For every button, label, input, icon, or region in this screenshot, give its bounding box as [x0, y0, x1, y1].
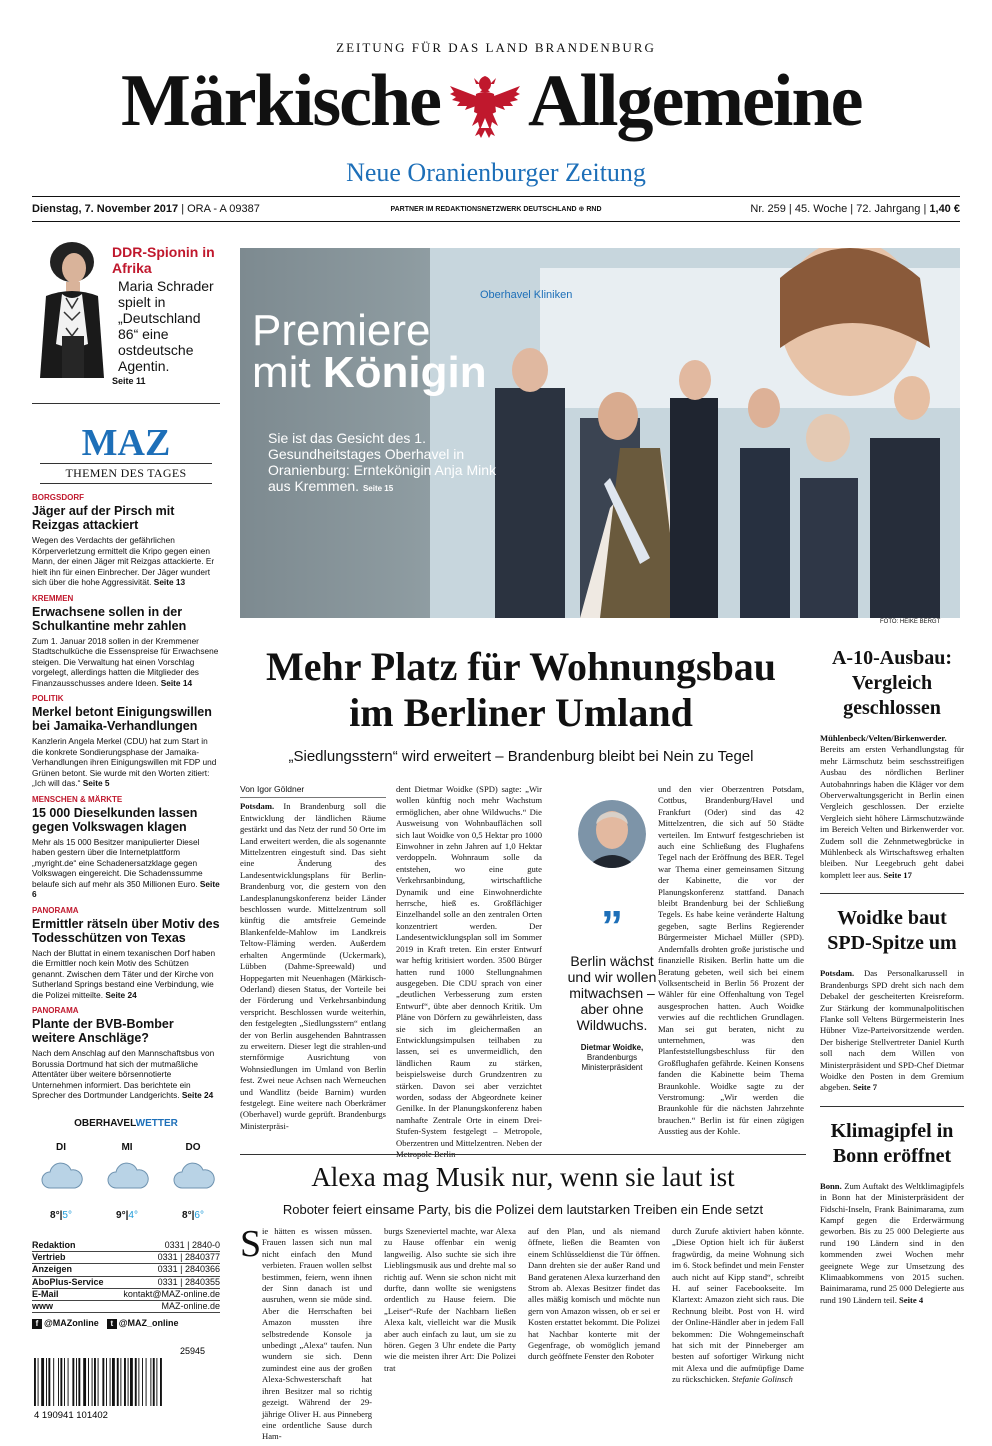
- news-text: Kanzlerin Angela Merkel (CDU) hat zum Start in die konkrete Sondierungsphase der Jamaika-Verhandlungen ihren Einigungswillen mit FDP und Grünen betont. Sie wurde mit den Worten zitiert: „Ich will das.“: [32, 736, 217, 788]
- barcode-bar: [153, 1358, 155, 1406]
- barcode-bar: [72, 1358, 74, 1406]
- side-text: Das Personalkarussell in Brandenburgs SPD dreht sich nach dem Debakel der gescheiterten Kreisreform. Zur Stärkung der kommunalpolitischen Flanke soll Veltens Bürgermeisterin Ines Hübner Vize-Parteivorsitzende werden. Der bisherige Stellvertreter Daniel Kurth soll nach dem Willen von Ministerpräsident und SPD-Chef Dietmar Woidke den Posten in dem Gremium abgeben.: [820, 968, 964, 1093]
- barcode-bar: [48, 1358, 50, 1406]
- barcode-bar: [117, 1358, 119, 1406]
- divider: [240, 1154, 806, 1155]
- contact-row: [32, 1277, 220, 1289]
- news-kicker: KREMMEN: [32, 593, 74, 603]
- article-text: durch Zurufe aktiviert haben könnte. „Diese Option hielt ich für äußerst fragwürdig, da meine Wohnung sich im 6. Stock befindet und mein Fenster auch nicht auf Kipp stand“, schreibt H. auf seiner Facebookseite. Im Klartext: Amazon zieht sich raus. Die Rechnung bleibt. Post von H. wird der Online-Händler aber in jedem Fall bekommen: Die Wohngemeinschaft hat sich mit der Pinneberger am besten auf sofortiger Wirkung nicht mit Alexa und die aufmüpfige Dame zu rückschicken.: [672, 1226, 804, 1385]
- photo-credit: FOTO: HEIKE BERGT: [880, 619, 941, 625]
- dateline-bar: [32, 196, 960, 222]
- news-page-ref: Seite 5: [82, 778, 110, 788]
- partner-note: PARTNER IM REDAKTIONSNETZWERK DEUTSCHLAND ⊕ RND: [390, 206, 602, 213]
- news-page-ref: Seite 24: [105, 989, 137, 1000]
- article-text: In Brandenburg soll die Entwicklung der ländlichen Räume gestärkt und das Netz der rund 50 Orte im Land erweitert werden, die als sogenannte Mittelzentren eingestuft sind. Das sieht eine Änderung des Landesentwicklungsplans für Berlin-Brandenburg vor, die gestern von den Landesplanungskonferenz beider Länder beschlossen wurde. Mittelzentrum soll künftig die amtsfreie Gemeinde Blankenfelde-Mahlow im Landkreis Teltow-Fläming werden. Außerdem erhalten Angermünde (Uckermark), Lübben (Dahme-Spreewald) und Hoppegarten mit Neuenhagen (Märkisch-Oderland) diesen Status, der Vorteile bei der Förderung und Verkehrsanbindung verspricht. Beschlossen wurde weiterhin, den festgelegten „Siedlungsstern“ entlang der von Berlin ausgehenden Bahntrassen zu erweitern. Dieser legt die strahlen-und sternförmige Ausrichtung von Wohnsiedlungen im Umland von Berlin fest. Zwei neue Achsen nach Werneuchen und Wandlitz (beide Barnim) wurden festgelegt. Eine weitere nach Oberkrämer (Oberhavel) wurde geprüft. Brandenburgs Ministerpräsi-: [240, 801, 386, 1131]
- weather-day: DO: [185, 1142, 201, 1153]
- weather-title-a: OBERHAVEL: [74, 1118, 136, 1129]
- side-article[interactable]: [820, 646, 964, 881]
- main-headline-line1: Mehr Platz für Wohnungsbau: [265, 644, 777, 689]
- contact-table: [32, 1240, 220, 1313]
- contact-row: [32, 1240, 220, 1252]
- quote-text: Berlin wächst und wir wollen mitwachsen – aber ohne Wildwuchs.: [567, 953, 657, 1033]
- social-links: [32, 1318, 220, 1329]
- barcode-bar: [128, 1358, 129, 1406]
- dateline-city: Mühlenbeck/Velten/Birkenwerder.: [820, 733, 947, 743]
- temp-high: 8°: [182, 1210, 192, 1221]
- barcode-bar: [135, 1358, 137, 1406]
- alexa-subline: Roboter feiert einsame Party, bis die Polizei dem lautstarken Treiben ein Ende setzt: [282, 1202, 764, 1217]
- cloud-icon: [40, 1162, 84, 1190]
- teaser-page-ref: Seite 11: [112, 376, 146, 386]
- side-article[interactable]: [820, 906, 964, 1093]
- dateline-right: [651, 203, 960, 215]
- barcode-bar: [102, 1358, 104, 1406]
- divider: [32, 403, 220, 404]
- article-author: Stefanie Golinsch: [731, 1374, 793, 1385]
- main-headline-line2: im Berliner Umland: [349, 690, 693, 735]
- hero-headline-line2: [252, 348, 487, 397]
- side-body: [820, 1181, 964, 1306]
- barcode-bar: [142, 1358, 143, 1406]
- news-headline: Plante der BVB-Bomber weitere Anschläge?: [32, 1017, 174, 1045]
- barcode-bar: [98, 1358, 99, 1406]
- contact-label: Redaktion: [32, 1240, 76, 1250]
- news-headline: 15 000 Dieselkunden lassen gegen Volkswagen klagen: [32, 805, 198, 834]
- side-page-ref: Seite 17: [883, 869, 912, 880]
- news-text: Mehr als 15 000 Besitzer manipulierter Diesel haben gestern über die Internetplattform „myright.de“ eine Schadenersatzklage gegen Volkswagen eingereicht. Die Schadenssumme belaufe sich auf mehr als 350 Millionen Euro.: [32, 836, 203, 889]
- temp-low: 6°: [194, 1210, 204, 1221]
- news-text: Nach dem Anschlag auf den Mannschaftsbus von Borussia Dortmund hat sich der mutmaßliche Attentäter über weitere börsennotierte Unternehmen informiert. Das berichtete ein Sprecher des Dortmunder Landgerichts.: [32, 1048, 215, 1100]
- news-text: Wegen des Verdachts der gefährlichen Körperverletzung ermittelt die Kripo gegen einen Mann, der einen Jäger mit Reizgas attackierte. Er hielt ihn für einen Einbrecher. Der Jäger wundert sich über die hohe Aggressivität.: [32, 535, 215, 587]
- facebook-handle: @MAZonline: [44, 1318, 99, 1328]
- main-subline: „Siedlungsstern“ wird erweitert – Brandenburg bleibt bei Nein zu Tegel: [288, 748, 754, 765]
- hero-headline: [252, 306, 487, 397]
- teaser-title: DDR-Spionin in Afrika: [112, 244, 215, 276]
- facebook-link[interactable]: [32, 1318, 99, 1329]
- barcode-bar: [34, 1358, 36, 1406]
- barcode-bar: [46, 1358, 47, 1406]
- hero-caption: [268, 430, 498, 497]
- barcode-bar: [150, 1358, 151, 1406]
- alexa-headline: Alexa mag Musik nur, wenn sie laut ist: [311, 1162, 735, 1192]
- weather-temp: 8°|6°: [182, 1210, 204, 1221]
- news-page-ref: Seite 13: [153, 577, 186, 587]
- news-body: [32, 736, 220, 789]
- contact-value[interactable]: MAZ-online.de: [161, 1301, 220, 1312]
- article-column: [658, 784, 804, 1138]
- teaser-text: Maria Schrader spielt in „Deutschland 86“ eine ostdeutsche Agentin.: [118, 278, 214, 374]
- barcode-bar: [106, 1358, 107, 1406]
- cloud-icon: [106, 1162, 150, 1190]
- contact-value: 0331 | 2840-0: [164, 1240, 220, 1250]
- weather-temp: 8°|5°: [50, 1210, 72, 1221]
- twitter-link[interactable]: [107, 1318, 179, 1329]
- issue-date: Dienstag, 7. November 2017: [32, 203, 179, 215]
- news-item[interactable]: [32, 1006, 220, 1101]
- contact-label: Vertrieb: [32, 1252, 66, 1263]
- weather-temp: 9°|4°: [116, 1210, 138, 1221]
- side-headline: Klimagipfel in Bonn eröffnet: [830, 1119, 954, 1167]
- quote-mark-icon: ”: [601, 902, 623, 951]
- twitter-handle: @MAZ_online: [118, 1318, 179, 1328]
- news-item[interactable]: [32, 594, 220, 689]
- barcode-bar: [110, 1358, 111, 1406]
- dateline-city: Potsdam.: [240, 801, 275, 812]
- article-column: [672, 1226, 804, 1386]
- news-text: Zum 1. Januar 2018 sollen in der Kremmener Stadtschulküche die Essenspreise für Erwachsene steigen. Die Verwaltung hat einen Vorschlag vorgelegt, allerdings hatten die Mitglieder des Finanzausschusses andere Ideen.: [32, 635, 219, 688]
- article-column: [396, 784, 542, 1160]
- news-page-ref: Seite 14: [160, 677, 193, 688]
- pull-quote: [558, 800, 666, 1073]
- article-text: auf den Plan, und als niemand öffnete, ließen die Beamten von einem Schlüsseldienst die Tür öffnen. Dann drehten sie der außer Rand und Band geratenen Alexa kurzerhand den Strom ab. Alexas Besitzer findet das alles mäßig komisch und möchte nun gern von Amazon wissen, ob er sei er Kosten erstattet bekommt. Die Polizei hat Nachbar konterte mit der Gegenfrage, ob womöglich jemand durch geöffnete Fenster den Roboter: [528, 1226, 660, 1362]
- side-headline: Woidke baut SPD-Spitze um: [827, 907, 957, 955]
- barcode-bar: [78, 1358, 80, 1406]
- hero-caption-text: Sie ist das Gesicht des 1. Gesundheitstages Oberhavel in Oranienburg: Erntekönigin Anja Mink aus Kremmen.: [268, 430, 497, 494]
- side-page-ref: Seite 7: [852, 1082, 878, 1093]
- news-briefs: [32, 493, 220, 1107]
- divider: |: [181, 203, 188, 215]
- weather-title-b: WETTER: [135, 1118, 178, 1129]
- barcode-bar: [60, 1358, 62, 1406]
- article-column: [240, 1223, 372, 1443]
- masthead-subtitle: Neue Oranienburger Zeitung: [346, 158, 646, 187]
- side-text: Zum Auftakt des Weltklimagipfels in Bonn hat der Ministerpräsident der Fidschi-Inseln, Frank Bainimarama, zum Kampf gegen die Erderwärmung geworben. Bis zu 25 000 Delegierte aus rund 190 Ländern sind in den kommenden zwei Wochen mehr geeignete Wege zur Umsetzung des Klimaabkommens von 2015 suchen. Bainimarama, rund 25 000 Delegierte aus rund 190 Ländern teil.: [820, 1180, 964, 1305]
- contact-value: 0331 | 2840355: [157, 1276, 220, 1287]
- news-kicker: PANORAMA: [32, 1006, 79, 1015]
- weather-day: DI: [56, 1142, 66, 1153]
- news-item[interactable]: [32, 493, 220, 588]
- barcode-bar: [83, 1358, 86, 1406]
- barcode-bar: [138, 1358, 139, 1406]
- news-page-ref: Seite 24: [181, 1090, 214, 1100]
- news-item[interactable]: [32, 906, 220, 1001]
- masthead-title-right: Allgemeine: [528, 60, 862, 142]
- barcode-bar: [130, 1358, 133, 1406]
- side-article[interactable]: [820, 1119, 964, 1306]
- masthead-title-left: Märkische: [120, 60, 440, 142]
- article-column: [528, 1226, 660, 1363]
- contact-row: [32, 1264, 220, 1276]
- temp-low: 4°: [128, 1210, 138, 1221]
- contact-value: 0331 | 2840366: [157, 1264, 220, 1275]
- divider: [820, 893, 964, 894]
- temp-high: 9°: [116, 1210, 126, 1221]
- twitter-icon: t: [107, 1319, 117, 1329]
- facebook-icon: f: [32, 1319, 42, 1329]
- news-item[interactable]: [32, 694, 220, 789]
- article-text: ie hätten es wissen müssen. Frauen lassen sich nun mal nicht einfach den Mund verbieten. Frauen wollen selbst bestimmen, feiern, wenn ihnen der Sinn danach ist und ausruhen, wenn sie müde sind. Aber die Herrschaften bei Amazon mussten ihre selbstredende Konsole ja unbedingt „Alexa“ taufen. Nun wundern sie sich. Denn zumindest eine aus der großen Alexa-Schwesterschaft hat ihren Besitzer mal so richtig gezeigt. Während der 29-jährige Oliver H. aus Pinneberg eine ordentliche Sause durch Ham-: [262, 1226, 372, 1442]
- right-column: [820, 646, 964, 1306]
- barcode-bar: [58, 1358, 59, 1406]
- barcode-bar: [124, 1358, 126, 1406]
- quote-attribution: [558, 1043, 666, 1073]
- hero-page-ref: Seite 15: [362, 484, 394, 493]
- news-body: [32, 948, 220, 1001]
- side-body: [820, 968, 964, 1093]
- barcode-bar: [53, 1358, 54, 1406]
- side-body: [820, 733, 964, 881]
- article-text: und den vier Oberzentren Potsdam, Cottbus, Brandenburg/Havel und Frankfurt (Oder) sind das 42 Mittelzentren, die sich auf 50 Städte verteilen. Im Entwurf festgeschrieben ist auch eine Schließung des Flughafens Tegel nach der Eröffnung des BER. Tegel war Thema einer gemeinsamen Sitzung der Kabinette, die vor der Planungskonferenz stattfand. Danach bleibt Brandenburg bei der Schließung Tegels. Es habe keine veränderte Haltung gegeben, sagte Berlins Regierender Bürgermeister Michael Müller (SPD). Andernfalls drohten große juristische und finanzielle Risiken. Berlin hatte um die Beratung gebeten, weil sich bei einem Volksentscheid in Berlin 56 Prozent der Wähler für eine Offenhaltung von Tegel ausgesprochen hatten. Auch Woidke verwies auf die rechtlichen Grundlagen. Man sei gut beraten, nicht zu unternehmen, was den Planfeststellungsbeschluss für den Großflughafen gefährde. Keinen Konsens fanden die Kabinette beim Thema Braunkohle. Woidke sagte zu der Verstromung: „Wir werden die Braunkohle für die nächsten Jahrzehnte brauchen.“ Berlin ist für einen zügigen Ausstieg aus der Kohle.: [658, 784, 804, 1137]
- side-text: Bereits am ersten Verhandlungstag für mehr Lärmschutz beim seschsstreifigen Ausbau des nördlichen Berliner Autobahnrings haben die Kläger vor dem Oberverwaltungsgericht in Berlin einen Vergleich geschlossen. Der erzielte Vergleich sieht höhere Lärmschutzwände im Bereich Velten und Birkenwerder vor. Zudem soll die Zehnmetwegbrücke in Mühlenbeck als Wirtschaftsweg erhalten bleiben. Nur Leegebruch geht dabei komplett leer aus.: [820, 744, 964, 880]
- news-kicker: BORGSDORF: [32, 493, 84, 502]
- news-headline: Jäger auf der Pirsch mit Reizgas attackiert: [32, 504, 175, 532]
- barcode-bar: [160, 1358, 162, 1406]
- banner-text: Oberhavel Kliniken: [480, 289, 573, 301]
- issue-number: Nr. 259 | 45. Woche | 72. Jahrgang |: [750, 203, 930, 215]
- barcode-bar: [112, 1358, 115, 1406]
- article-author: Von Igor Göldner: [240, 784, 386, 798]
- themen-des-tages-label: THEMEN DES TAGES: [40, 463, 212, 484]
- news-body: [32, 1048, 220, 1101]
- price: 1,40 €: [929, 203, 960, 215]
- contact-label: www: [32, 1301, 54, 1312]
- barcode-bar: [41, 1358, 44, 1406]
- temp-low: 5°: [62, 1210, 72, 1221]
- contact-row: [32, 1252, 220, 1264]
- news-item[interactable]: [32, 795, 220, 900]
- barcode-bar: [156, 1358, 157, 1406]
- dateline-left: [32, 203, 341, 215]
- barcode-bar: [88, 1358, 89, 1406]
- news-kicker: POLITIK: [32, 694, 64, 703]
- hero-headline-line1: Premiere: [252, 306, 431, 355]
- main-headline: [238, 644, 804, 736]
- news-body: [32, 636, 220, 689]
- dateline-city: Bonn.: [820, 1180, 842, 1191]
- barcode-bar: [76, 1358, 77, 1406]
- dateline-city: Potsdam.: [820, 968, 855, 979]
- side-page-ref: Seite 4: [899, 1294, 924, 1305]
- barcode-bar: [68, 1358, 69, 1406]
- barcode-top-digits: 25945: [180, 1346, 206, 1356]
- news-kicker: PANORAMA: [32, 905, 79, 915]
- barcode-bar: [94, 1358, 96, 1406]
- contact-label: Anzeigen: [32, 1264, 73, 1275]
- contact-row: [32, 1301, 220, 1313]
- barcode-bar: [146, 1358, 147, 1406]
- news-kicker: MENSCHEN & MÄRKTE: [32, 794, 123, 804]
- news-text: Nach der Bluttat in einem texanischen Dorf haben die Ermittler noch kein Motiv des Schützen genannt. Zwischen dem Täter und der Kirche von Sutherland Springs bestand eine Verbindung, wie die Polizei mitteilte.: [32, 947, 216, 1000]
- barcode-bottom-digits: 4 190941 101402: [34, 1410, 108, 1420]
- contact-row: [32, 1289, 220, 1301]
- brandenburg-eagle-icon: [446, 70, 524, 142]
- barcode-bar: [64, 1358, 65, 1406]
- news-body: [32, 837, 220, 900]
- news-headline: Merkel betont Einigungswillen bei Jamaika-Verhandlungen: [32, 705, 212, 733]
- edition-code: ORA - A 09387: [187, 203, 260, 215]
- barcode-bar: [38, 1358, 39, 1406]
- side-headline: A-10-Ausbau: Vergleich geschlossen: [831, 647, 953, 719]
- news-headline: Ermittler rätseln über Motiv des Todesschützen von Texas: [32, 916, 220, 945]
- news-headline: Erwachsene sollen in der Schulkantine mehr zahlen: [32, 604, 187, 633]
- quote-role: Brandenburgs Ministerpräsident: [581, 1053, 643, 1072]
- temp-high: 8°: [50, 1210, 60, 1221]
- barcode: [34, 1340, 214, 1420]
- contact-value[interactable]: kontakt@MAZ-online.de: [123, 1288, 220, 1299]
- article-text: burgs Szeneviertel machte, war Alexa zu Hause offenbar ein wenig langweilig. Also suchte sie sich ihre Lieblingsmusik aus und drehte mal so richtig auf. Wenn sie schon nicht mit durfte, dann wollte sie wenigstens ordentlich zu Hause feiern. Die „Leiser“-Rufe der Nachbarn ließen Alexa kalt, vielleicht war die Musik aber auch einfach zu laut, um sie zu hören. Gegen 3 Uhr endete die Party wie die meisten ihrer Art: Die Polizei trat: [384, 1226, 516, 1373]
- barcode-bar: [120, 1358, 121, 1406]
- hero-headline-prefix: mit: [252, 348, 323, 397]
- masthead-tagline: ZEITUNG FÜR DAS LAND BRANDENBURG: [336, 40, 656, 55]
- quote-name: Dietmar Woidke,: [580, 1043, 644, 1052]
- contact-label: AboPlus-Service: [32, 1276, 104, 1287]
- weather-day: MI: [121, 1142, 133, 1153]
- news-page-ref: Seite 6: [32, 878, 220, 899]
- hero-headline-bold: Königin: [322, 348, 487, 397]
- quote-portrait: [578, 800, 646, 868]
- cloud-icon: [172, 1162, 216, 1190]
- article-column: [384, 1226, 516, 1374]
- contact-value: 0331 | 2840377: [157, 1252, 220, 1263]
- weather-title: [32, 1118, 220, 1129]
- weather-box: [32, 1118, 220, 1221]
- barcode-bar: [92, 1358, 93, 1406]
- maz-logo: MAZ: [81, 422, 171, 464]
- contact-label: E-Mail: [32, 1288, 59, 1299]
- drop-cap: S: [240, 1223, 262, 1265]
- divider: [820, 1106, 964, 1107]
- article-column: [240, 784, 386, 1132]
- news-body: [32, 535, 220, 588]
- article-text: dent Dietmar Woidke (SPD) sagte: „Wir wollen künftig noch mehr Wachstum ermöglichen, aber ohne Wildwuchs.“ Die Ausweisung von Wohnbauflächen soll sich laut Woidke von 0,5 Hektar pro 1000 Einwohner in zehn Jahren auf 1,0 Hektar verdoppeln. Wohnraum solle da entstehen, wo eine gute Verkehrsanbindung, wirtschaftliche Dynamik und eine Einwohnerdichte herrsche, hieß es. Großflächiger Einzelhandel solle an den zentralen Orten konzentriert werden. Der Landesentwicklungsplan soll im Sommer 2019 in Kraft treten. Ein erster Entwurf war heftig kritisiert worden. 3500 Bürger hatten rund 1000 Stellungnahmen ausgegeben. Die CDU sprach von einer „deutlichen Verbesserung zum ersten Entwurf“, übte aber dennoch Kritik. Um Pläne von Dörfern zu gewährleisten, dass sie sich im gleichermaßen an Entwicklungsimpulsen teilhaben zu lassen, sei es unvermeidlich, den ländlichen Raum zu stärken, beispielsweise durch Grundzentren zu stärken. Davon sei aber verzichtet worden, sodass der Abgeordnete keiner Genilke. In der Planungskonferenz haben namhafte Zentrale Orte in einem Drei-Stufen-System festgelegt – Metropole, Oberzentren und Mittelzentren. Neben der Metropole Berlin: [396, 784, 542, 1159]
- teaser-photo: [32, 236, 112, 378]
